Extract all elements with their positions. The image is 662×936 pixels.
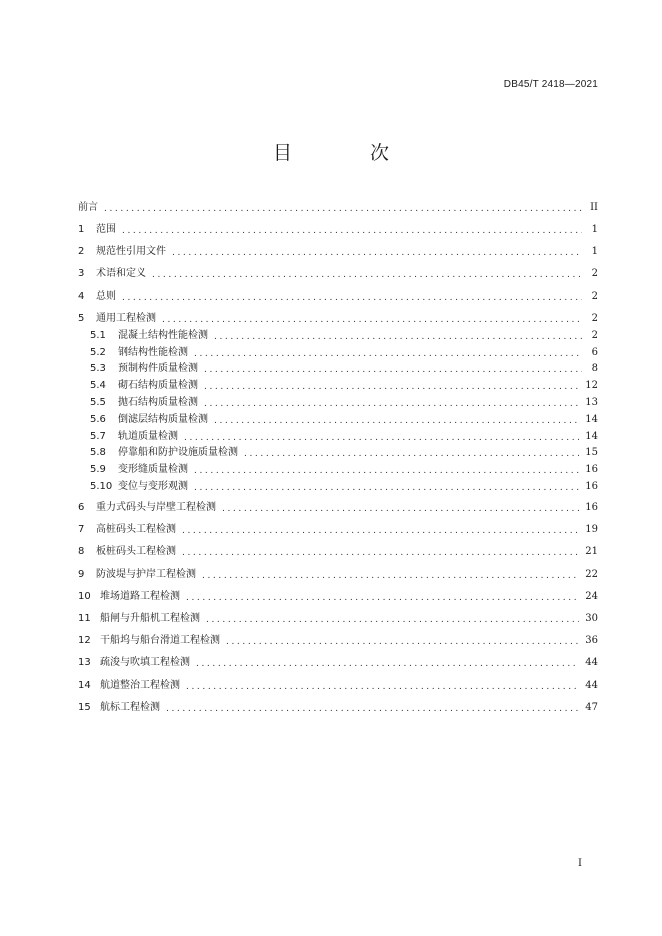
page-number: I bbox=[578, 858, 582, 869]
toc-entry-label: 术语和定义 bbox=[96, 268, 146, 279]
toc-entry-page: 2 bbox=[591, 330, 598, 341]
toc-leader-dots bbox=[204, 398, 579, 410]
toc-entry-page: 12 bbox=[585, 380, 598, 391]
toc-entry-page: 1 bbox=[591, 246, 598, 257]
toc-entry-page: 8 bbox=[591, 363, 598, 374]
toc-entry-page: 2 bbox=[591, 268, 598, 279]
toc-entry-number: 5.3 bbox=[90, 363, 106, 374]
toc-leader-dots bbox=[162, 314, 582, 326]
toc-entry-page: 14 bbox=[585, 414, 598, 425]
toc-entry-label: 变位与变形观测 bbox=[118, 481, 188, 492]
toc-leader-dots bbox=[194, 465, 579, 477]
toc-subentry[interactable] bbox=[90, 329, 598, 343]
toc-entry-number: 2 bbox=[78, 246, 85, 257]
toc-entry-page: 16 bbox=[585, 502, 598, 513]
toc-leader-dots bbox=[166, 703, 579, 715]
toc-entry[interactable] bbox=[78, 701, 598, 715]
toc-entry[interactable] bbox=[78, 267, 598, 281]
toc-entry-label: 干船坞与船台滑道工程检测 bbox=[100, 635, 220, 646]
toc-entry-number: 7 bbox=[78, 524, 85, 535]
toc-entry-number: 12 bbox=[78, 635, 91, 646]
toc-entry[interactable] bbox=[78, 312, 598, 326]
toc-entry[interactable] bbox=[78, 568, 598, 582]
toc-leader-dots bbox=[204, 364, 582, 376]
toc-entry-number: 1 bbox=[78, 224, 85, 235]
toc-subentry[interactable] bbox=[90, 346, 598, 360]
toc-entry-number: 13 bbox=[78, 657, 91, 668]
toc-entry[interactable] bbox=[78, 634, 598, 648]
toc-subentry[interactable] bbox=[90, 413, 598, 427]
toc-entry[interactable] bbox=[78, 590, 598, 604]
toc-leader-dots bbox=[122, 225, 582, 237]
toc-entry-number: 5.10 bbox=[90, 481, 113, 492]
toc-entry-label: 范围 bbox=[96, 224, 116, 235]
toc-subentry[interactable] bbox=[90, 446, 598, 460]
toc-leader-dots bbox=[186, 592, 579, 604]
toc-leader-dots bbox=[206, 614, 579, 626]
toc-entry-foreword[interactable] bbox=[78, 201, 598, 215]
toc-entry[interactable] bbox=[78, 679, 598, 693]
toc-entry-number: 5.7 bbox=[90, 431, 106, 442]
toc-leader-dots bbox=[152, 269, 582, 281]
toc-entry-page: 22 bbox=[585, 569, 598, 580]
toc-leader-dots bbox=[184, 432, 579, 444]
toc-entry-page: 2 bbox=[591, 313, 598, 324]
toc-entry-number: 5.6 bbox=[90, 414, 106, 425]
toc-entry-page: 44 bbox=[585, 680, 598, 691]
toc-entry-page: 30 bbox=[585, 613, 598, 624]
toc-leader-dots bbox=[226, 636, 579, 648]
page-title: 目 次 bbox=[272, 142, 426, 164]
toc-entry-page: 47 bbox=[585, 702, 598, 713]
toc-entry-number: 14 bbox=[78, 680, 91, 691]
toc-entry[interactable] bbox=[78, 223, 598, 237]
toc-entry-number: 15 bbox=[78, 702, 91, 713]
toc-leader-dots bbox=[214, 331, 582, 343]
toc-entry-label: 钢结构性能检测 bbox=[118, 347, 188, 358]
toc-entry-label: 重力式码头与岸壁工程检测 bbox=[96, 502, 216, 513]
toc-entry-page: II bbox=[590, 202, 598, 213]
toc-entry-label: 轨道质量检测 bbox=[118, 431, 178, 442]
toc-entry-page: 2 bbox=[591, 291, 598, 302]
toc-leader-dots bbox=[214, 415, 579, 427]
toc-entry-page: 21 bbox=[585, 546, 598, 557]
toc-entry-label: 总则 bbox=[96, 291, 116, 302]
toc-entry-page: 6 bbox=[591, 347, 598, 358]
toc-entry-number: 3 bbox=[78, 268, 85, 279]
toc-leader-dots bbox=[244, 448, 579, 460]
toc-entry-page: 14 bbox=[585, 431, 598, 442]
toc-leader-dots bbox=[172, 247, 582, 259]
toc-entry-label: 变形缝质量检测 bbox=[118, 464, 188, 475]
toc-leader-dots bbox=[182, 547, 579, 559]
toc-entry-number: 11 bbox=[78, 613, 91, 624]
toc-entry-page: 16 bbox=[585, 481, 598, 492]
toc-subentry[interactable] bbox=[90, 430, 598, 444]
document-code: DB45/T 2418—2021 bbox=[503, 79, 598, 90]
toc-leader-dots bbox=[186, 681, 579, 693]
toc-subentry[interactable] bbox=[90, 463, 598, 477]
toc-entry-number: 5.5 bbox=[90, 397, 106, 408]
toc-entry-label: 倒滤层结构质量检测 bbox=[118, 414, 208, 425]
toc-entry[interactable] bbox=[78, 501, 598, 515]
toc-entry-label: 规范性引用文件 bbox=[96, 246, 166, 257]
toc-entry-number: 5 bbox=[78, 313, 85, 324]
toc-entry[interactable] bbox=[78, 523, 598, 537]
toc-entry-label: 防波堤与护岸工程检测 bbox=[96, 569, 196, 580]
toc-entry-page: 1 bbox=[591, 224, 598, 235]
toc-entry-number: 4 bbox=[78, 291, 85, 302]
toc-entry-label: 前言 bbox=[78, 202, 98, 213]
toc-entry-label: 航标工程检测 bbox=[100, 702, 160, 713]
toc-entry-label: 高桩码头工程检测 bbox=[96, 524, 176, 535]
toc-entry-label: 停靠船和防护设施质量检测 bbox=[118, 447, 238, 458]
toc-entry-page: 36 bbox=[585, 635, 598, 646]
toc-leader-dots bbox=[194, 482, 579, 494]
toc-entry-label: 板桩码头工程检测 bbox=[96, 546, 176, 557]
toc-entry-page: 24 bbox=[585, 591, 598, 602]
toc-entry-label: 混凝土结构性能检测 bbox=[118, 330, 208, 341]
toc-subentry[interactable] bbox=[90, 362, 598, 376]
toc-leader-dots bbox=[196, 658, 579, 670]
toc-subentry[interactable] bbox=[90, 396, 598, 410]
toc-entry-page: 15 bbox=[585, 447, 598, 458]
toc-entry[interactable] bbox=[78, 290, 598, 304]
toc-entry-page: 19 bbox=[585, 524, 598, 535]
toc-entry-number: 5.1 bbox=[90, 330, 106, 341]
toc-entry-label: 预制构件质量检测 bbox=[118, 363, 198, 374]
toc-entry[interactable] bbox=[78, 612, 598, 626]
toc-leader-dots bbox=[194, 348, 582, 360]
toc-entry-page: 44 bbox=[585, 657, 598, 668]
toc-entry[interactable] bbox=[78, 545, 598, 559]
toc-entry[interactable] bbox=[78, 245, 598, 259]
toc-entry-label: 航道整治工程检测 bbox=[100, 680, 180, 691]
toc-subentry[interactable] bbox=[90, 379, 598, 393]
toc-entry-page: 13 bbox=[585, 397, 598, 408]
toc-entry-label: 抛石结构质量检测 bbox=[118, 397, 198, 408]
toc-entry-number: 5.2 bbox=[90, 347, 106, 358]
toc-leader-dots bbox=[122, 292, 582, 304]
toc-entry[interactable] bbox=[78, 656, 598, 670]
toc-leader-dots bbox=[104, 203, 582, 215]
toc-leader-dots bbox=[222, 503, 579, 515]
toc-leader-dots bbox=[182, 525, 579, 537]
toc-subentry[interactable] bbox=[90, 480, 598, 494]
toc-entry-label: 船闸与升船机工程检测 bbox=[100, 613, 200, 624]
toc-entry-number: 10 bbox=[78, 591, 91, 602]
toc-entry-label: 堆场道路工程检测 bbox=[100, 591, 180, 602]
toc-entry-label: 通用工程检测 bbox=[96, 313, 156, 324]
toc-entry-number: 8 bbox=[78, 546, 85, 557]
toc-entry-page: 16 bbox=[585, 464, 598, 475]
toc-entry-label: 疏浚与吹填工程检测 bbox=[100, 657, 190, 668]
toc-entry-label: 砌石结构质量检测 bbox=[118, 380, 198, 391]
toc-entry-number: 6 bbox=[78, 502, 85, 513]
toc-leader-dots bbox=[202, 570, 579, 582]
toc-entry-number: 9 bbox=[78, 569, 85, 580]
toc-leader-dots bbox=[204, 381, 579, 393]
toc-entry-number: 5.9 bbox=[90, 464, 106, 475]
toc-entry-number: 5.4 bbox=[90, 380, 106, 391]
toc-entry-number: 5.8 bbox=[90, 447, 106, 458]
